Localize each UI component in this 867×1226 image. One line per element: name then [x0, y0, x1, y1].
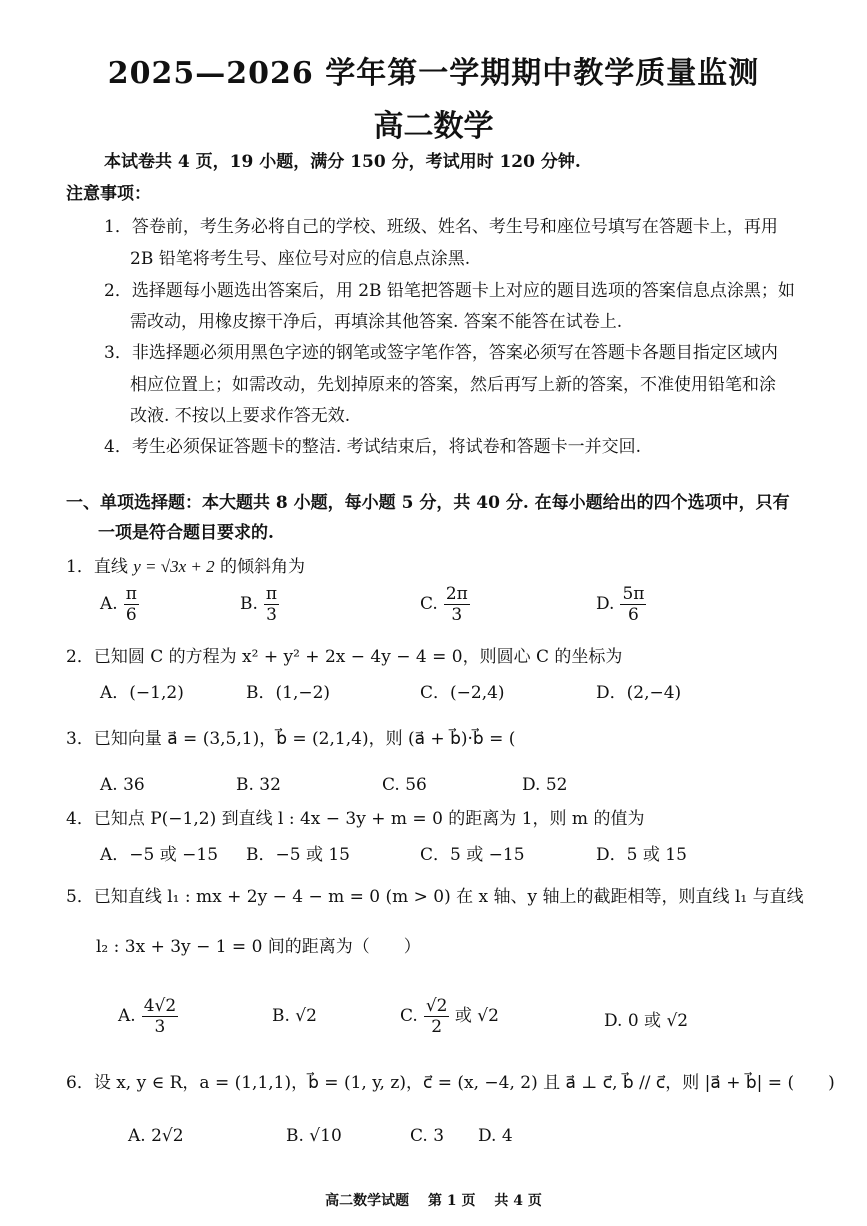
option-label: B. — [240, 594, 258, 614]
question-1-stem-a: 1．直线 — [66, 557, 134, 577]
fraction-denominator: 2 — [431, 1017, 443, 1037]
question-3-option-a: A. 36 — [100, 775, 145, 795]
notice-item-3-line-1: 3．非选择题必须用黑色字迹的钢笔或签字笔作答，答案必须写在答题卡各题目指定区域内 — [104, 343, 778, 363]
question-3-option-b: B. 32 — [236, 775, 281, 795]
fraction-numerator: π — [265, 584, 278, 604]
question-6-option-d: D. 4 — [478, 1126, 513, 1146]
question-5-option-d: D. 0 或 √2 — [604, 1011, 689, 1031]
exam-title: 2025—2026 学年第一学期期中教学质量监测 — [107, 56, 760, 91]
notice-item-1-line-2: 2B 铅笔将考生号、座位号对应的信息点涂黑. — [130, 249, 471, 269]
section-heading-line-2: 一项是符合题目要求的. — [98, 523, 274, 543]
question-4-option-d: D．5 或 15 — [596, 845, 687, 865]
option-label: C. — [400, 1006, 418, 1026]
question-5-option-b: B. √2 — [272, 1006, 317, 1026]
question-2-option-c: C．(−2,4) — [420, 683, 505, 703]
question-2-option-b: B．(1,−2) — [246, 683, 331, 703]
question-1-option-b — [240, 584, 279, 625]
question-6-option-c: C. 3 — [410, 1126, 445, 1146]
notice-item-4-line-1: 4．考生必须保证答题卡的整洁. 考试结束后，将试卷和答题卡一并交回. — [104, 437, 642, 457]
question-1-equation: y = √3x + 2 — [133, 557, 215, 576]
fraction-denominator: 3 — [154, 1017, 166, 1037]
question-5-option-c — [400, 996, 499, 1037]
option-label: A. — [100, 594, 118, 614]
fraction-numerator: 5π — [622, 584, 645, 604]
option-label: D. — [596, 594, 615, 614]
fraction-numerator: √2 — [425, 996, 448, 1016]
fraction-numerator: 2π — [445, 584, 468, 604]
exam-subject: 高二数学 — [373, 109, 494, 144]
fraction-denominator: 3 — [451, 605, 463, 625]
notice-item-3-line-2: 相应位置上；如需改动，先划掉原来的答案，然后再写上新的答案，不准使用铅笔和涂 — [130, 375, 776, 395]
question-2-stem: 2．已知圆 C 的方程为 x² + y² + 2x − 4y − 4 = 0，则圆心 C 的坐标为 — [66, 647, 623, 667]
section-heading-line-1: 一、单项选择题：本大题共 8 小题，每小题 5 分，共 40 分. 在每小题给出的四个选项中，只有 — [66, 493, 790, 513]
question-1-option-d — [596, 584, 646, 625]
fraction-numerator: π — [125, 584, 137, 604]
question-4-option-a: A．−5 或 −15 — [100, 845, 219, 865]
notice-item-2-line-2: 需改动，用橡皮擦干净后，再填涂其他答案. 答案不能答在试卷上. — [130, 312, 623, 332]
question-6-stem: 6．设 x, y ∈ R，a = (1,1,1)，b⃗ = (1, y, z)，c⃗ = (x, −4, 2) 且 a⃗ ⊥ c⃗, b⃗ // c⃗，则 |a⃗ + b⃗| = ( ) — [66, 1073, 835, 1093]
page-footer: 高二数学试题 第 1 页 共 4 页 — [325, 1193, 542, 1209]
question-4-option-b: B．−5 或 15 — [246, 845, 350, 865]
question-3-option-d: D. 52 — [522, 775, 568, 795]
question-5-stem-line-2: l₂ : 3x + 3y − 1 = 0 间的距离为（ ） — [96, 937, 421, 957]
notice-item-2-line-1: 2．选择题每小题选出答案后，用 2B 铅笔把答题卡上对应的题目选项的答案信息点涂黑；如 — [104, 281, 795, 301]
fraction-denominator: 6 — [628, 605, 639, 625]
question-1-option-c — [420, 584, 470, 625]
fraction-denominator: 3 — [266, 605, 277, 625]
question-6-option-a: A. 2√2 — [128, 1126, 184, 1146]
question-5-stem-line-1: 5．已知直线 l₁ : mx + 2y − 4 − m = 0 (m > 0) 在 x 轴、y 轴上的截距相等，则直线 l₁ 与直线 — [66, 887, 804, 907]
question-3-option-c: C. 56 — [382, 775, 427, 795]
option-c-tail: 或 √2 — [454, 1006, 499, 1026]
notice-item-1-line-1: 1．答卷前，考生务必将自己的学校、班级、姓名、考生号和座位号填写在答题卡上，再用 — [104, 217, 778, 237]
question-1-stem-b: 的倾斜角为 — [214, 557, 306, 577]
question-2-option-d: D．(2,−4) — [596, 683, 682, 703]
notice-heading: 注意事项： — [66, 184, 151, 204]
question-3-stem: 3．已知向量 a⃗ = (3,5,1)，b⃗ = (2,1,4)，则 (a⃗ + b⃗)·b⃗ = ( — [66, 729, 516, 749]
question-6-option-b: B. √10 — [286, 1126, 342, 1146]
option-label: A. — [118, 1006, 136, 1026]
option-label: C. — [420, 594, 438, 614]
notice-item-3-line-3: 改液. 不按以上要求作答无效. — [130, 406, 351, 426]
question-1-option-a — [100, 584, 139, 625]
exam-intro: 本试卷共 4 页，19 小题，满分 150 分，考试用时 120 分钟. — [104, 152, 581, 172]
question-5-option-a — [118, 996, 178, 1037]
question-4-stem: 4．已知点 P(−1,2) 到直线 l : 4x − 3y + m = 0 的距离为 1，则 m 的值为 — [66, 809, 645, 829]
question-2-option-a: A．(−1,2) — [100, 683, 184, 703]
question-1-stem — [66, 556, 305, 578]
fraction-numerator: 4√2 — [143, 996, 177, 1016]
fraction-denominator: 6 — [125, 605, 137, 625]
question-4-option-c: C．5 或 −15 — [420, 845, 525, 865]
